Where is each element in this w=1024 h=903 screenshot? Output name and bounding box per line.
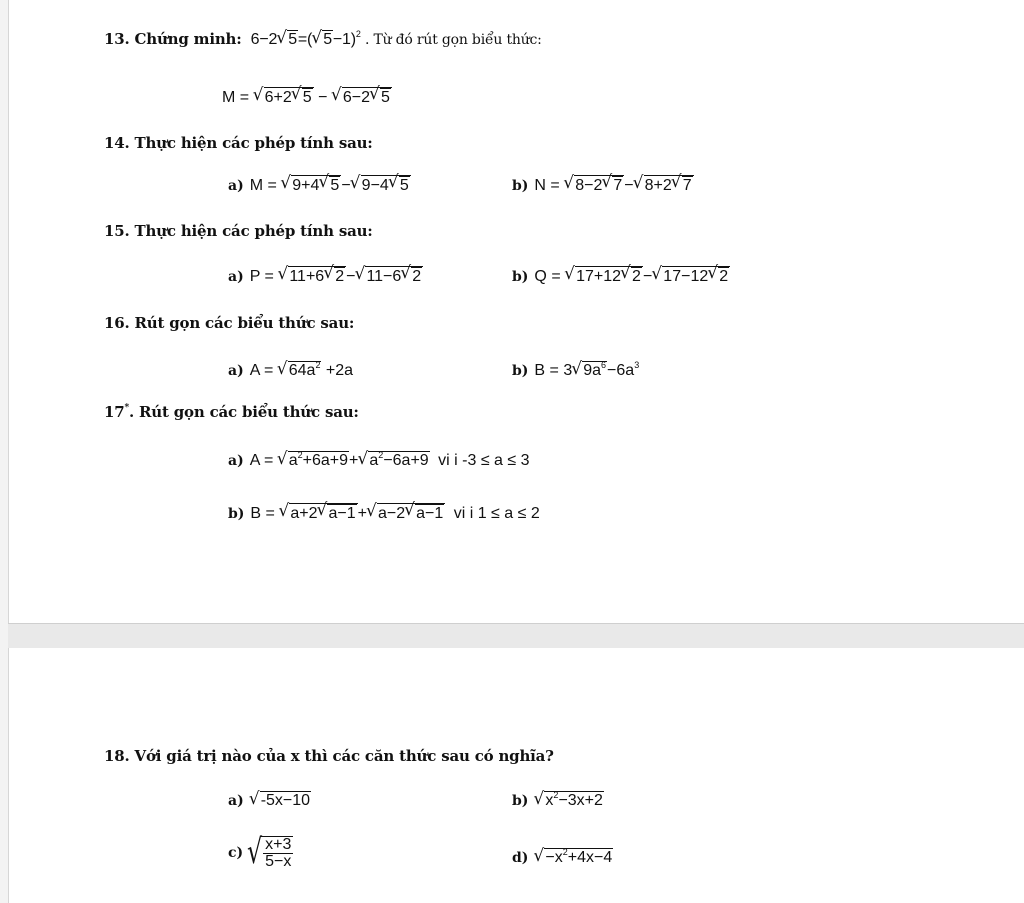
problem-17-part-a: a) A = √ $a^2+6a+9+√$ $a^2-6a+9$ vi i -3 ≤ a ≤ 3 [228, 451, 530, 471]
problem-13-instruction: . Từ đó rút gọn biểu thức: [364, 32, 542, 48]
problem-13-expression-M: M = √ 6+2√ 5 − √ 6−2√ 5 [222, 87, 392, 108]
problem-15-part-b: b) Q = √ 17+12√ 2 −√ 17−12√ 2 [512, 266, 730, 287]
problem-17b-condition: vi i 1 ≤ a ≤ 2 [453, 505, 540, 522]
problem-13-identity: 6−2√ 5=(√ 5−1)$^2$ [251, 31, 365, 48]
page-break [8, 623, 1024, 650]
problem-15-part-a: a) P = √ 11+6√ 2 −√ 11−6√ 2 [228, 266, 423, 287]
problem-14-heading: 14. Thực hiện các phép tính sau: [104, 134, 373, 152]
problem-13-title: 13. Chứng minh: [104, 30, 242, 48]
star-icon: * [124, 403, 129, 413]
problem-18-part-b: b)√ $x^2-3x+2$ [512, 791, 604, 811]
document-page-1 [8, 0, 1024, 623]
problem-14-part-a: a) M = √ 9+4√ 5 −√ 9−4√ 5 [228, 175, 411, 196]
problem-16-part-a: a) A = √ $64a^2 +2a$ [228, 361, 353, 381]
problem-17-part-b: b) B = √ a+2√ a−1 +√ a−2√ a−1 vi i 1 ≤ a ≤ 2 [228, 503, 540, 524]
problem-18-part-c: c) √ $\frac{x+3}{5-x}$ [228, 836, 293, 870]
problem-18-part-d: $d)√ -x^2+4x-4$ [512, 848, 613, 868]
problem-16-part-b: b) B = 3√ $9a^6-6a^3$ [512, 361, 639, 381]
problem-16-heading: 16. Rút gọn các biểu thức sau: [104, 314, 355, 332]
problem-17-heading: 17*. Rút gọn các biểu thức sau: [104, 403, 359, 421]
problem-15-heading: 15. Thực hiện các phép tính sau: [104, 222, 373, 240]
problem-13-heading [104, 30, 542, 50]
left-margin [0, 0, 8, 903]
problem-18-heading: 18. Với giá trị nào của x thì các căn thức sau có nghĩa? [104, 747, 554, 765]
problem-18-part-a: a)√ -5x−10 [228, 791, 311, 811]
problem-17a-condition: vi i -3 ≤ a ≤ 3 [438, 452, 530, 469]
problem-14-part-b: b) N = √ 8−2√ 7 −√ 8+2√ 7 [512, 175, 694, 196]
